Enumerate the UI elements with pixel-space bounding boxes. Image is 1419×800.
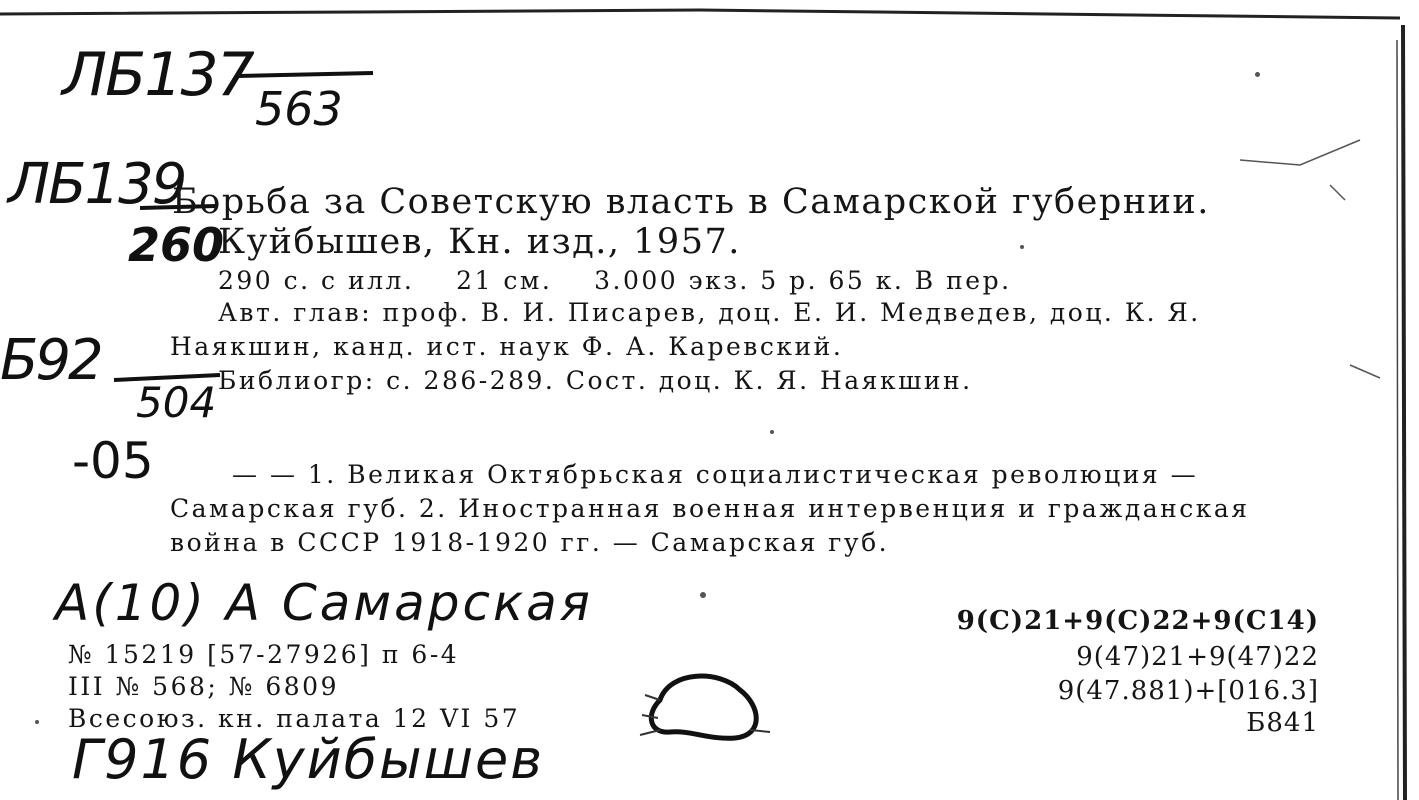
registry-line-2: III № 568; № 6809: [68, 672, 339, 701]
subject-line-2: Самарская губ. 2. Иностранная военная интервенция и гражданская: [170, 494, 1250, 523]
handwritten-call-number-2-sub: 260: [128, 218, 225, 272]
physical-description: 290 с. с илл. 21 см. 3.000 экз. 5 р. 65 к. В пер.: [218, 266, 1012, 295]
registry-line-3: Всесоюз. кн. палата 12 VI 57: [68, 704, 521, 733]
registry-line-1: № 15219 [57-27926] п 6-4: [68, 640, 460, 669]
speck: [1255, 72, 1260, 77]
handwritten-subject-note: А(10) А Самарская: [55, 574, 593, 632]
speck: [700, 592, 706, 598]
speck: [35, 720, 39, 724]
handwritten-call-number-3-sub: 504: [136, 378, 217, 427]
subject-line-3: война в СССР 1918-1920 гг. — Самарская губ.: [170, 528, 890, 557]
bibliography-note: Библиогр: с. 286-289. Сост. доц. К. Я. Наякшин.: [218, 366, 973, 395]
stamp-scribble: [630, 660, 780, 750]
handwritten-place-note: Г916 Куйбышев: [72, 728, 545, 791]
classification-line-2: 9(47)21+9(47)22: [1076, 642, 1319, 672]
authors-line-1: Авт. глав: проф. В. И. Писарев, доц. Е. И. Медведев, доц. К. Я.: [218, 298, 1201, 327]
handwritten-call-number-2: ЛБ139: [8, 152, 186, 217]
handwritten-suffix: -05: [72, 432, 154, 490]
subject-line-1: — — 1. Великая Октябрьская социалистическая революция —: [232, 460, 1199, 489]
fraction-bar-1: [235, 70, 375, 80]
classification-line-1: 9(С)21+9(С)22+9(С14): [956, 606, 1319, 636]
speck: [770, 430, 774, 434]
classification-line-4: Б841: [1246, 708, 1319, 738]
classification-line-3: 9(47.881)+[016.3]: [1057, 676, 1319, 706]
book-title: Борьба за Советскую власть в Самарской губернии.: [172, 182, 1210, 222]
speck: [1020, 245, 1024, 249]
handwritten-call-number-1: ЛБ137: [62, 40, 253, 110]
handwritten-call-number-3: Б92: [0, 328, 101, 393]
imprint: Куйбышев, Кн. изд., 1957.: [218, 222, 741, 262]
authors-line-2: Наякшин, канд. ист. наук Ф. А. Каревский.: [170, 332, 844, 361]
handwritten-call-number-1-sub: 563: [255, 82, 343, 136]
